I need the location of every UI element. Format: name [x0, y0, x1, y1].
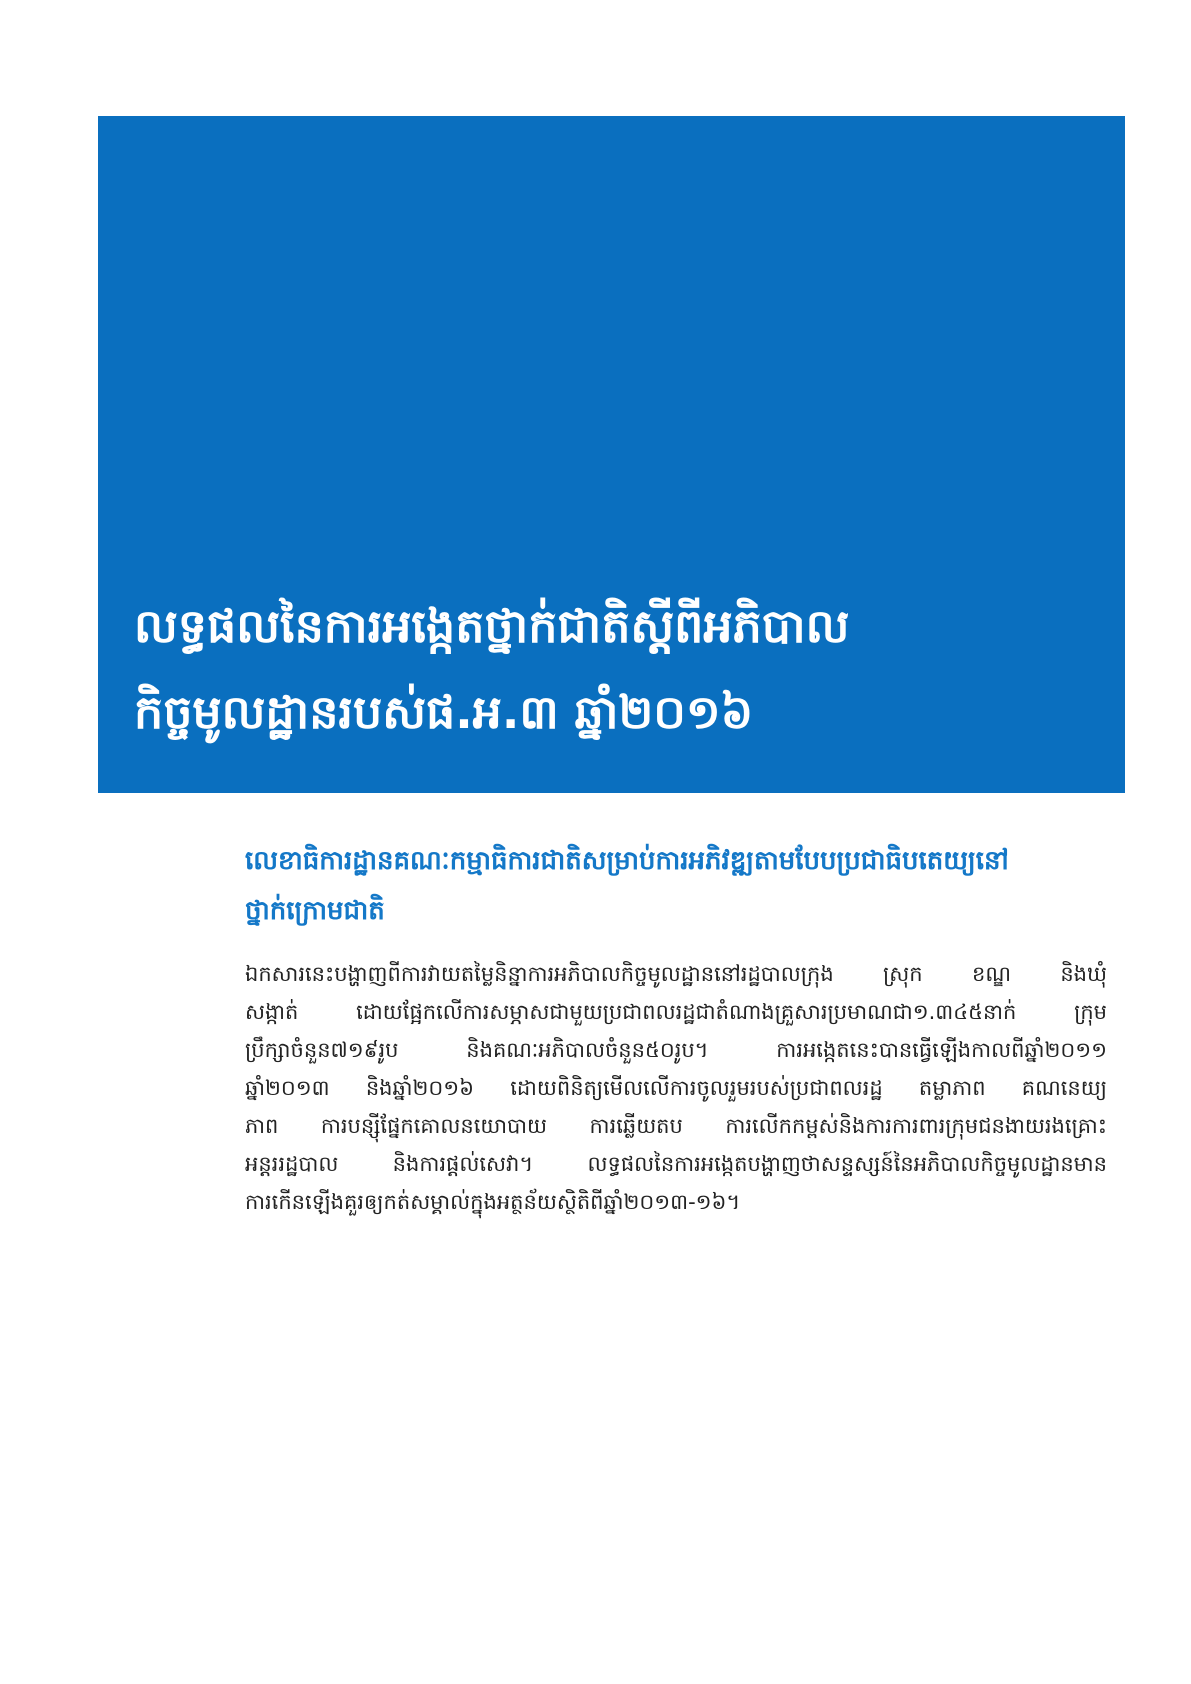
abstract-paragraph	[245, 955, 1107, 1221]
abstract-line: ភាព ការបន្សុីផ្នែកគោលនយោបាយ ការឆ្លើយតប ការលើកកម្ពស់និងការការពារក្រុមជនងាយរងគ្រោះ	[245, 1114, 1107, 1138]
abstract-line: អន្តររដ្ឋបាល និងការផ្តល់សេវា។ លទ្ធផលនៃការអង្កេតបង្ហាញថាសន្ទស្សន៍នៃអភិបាលកិច្ចមូលដ្ឋានមាន	[245, 1152, 1107, 1176]
cover-title-line: កិច្ចមូលដ្ឋានរបស់ផ.អ.៣ ឆ្នាំ២០១៦	[134, 685, 754, 739]
cover-title-line: លទ្ធផលនៃការអង្កេតថ្នាក់ជាតិស្តីពីអភិបាល	[134, 599, 850, 653]
cover-banner	[98, 116, 1125, 793]
publisher-heading-line: លេខាធិការដ្ឋានគណៈកម្មាធិការជាតិសម្រាប់ការអភិវឌ្ឍតាមបែបប្រជាធិបតេយ្យនៅ	[245, 846, 1009, 876]
abstract-line: ឯកសារនេះបង្ហាញពីការវាយតម្លៃនិន្នាការអភិបាលកិច្ចមូលដ្ឋាននៅរដ្ឋបាលក្រុង ស្រុក ខណ្ឌ និងឃុំ	[245, 962, 1107, 986]
abstract-line: ការកើនឡើងគួរឲ្យកត់សម្គាល់ក្នុងអត្ថន័យស្ថិតិពីឆ្នាំ២០១៣-១៦។	[245, 1190, 741, 1214]
cover-title	[134, 583, 1085, 755]
abstract-line: ឆ្នាំ២០១៣ និងឆ្នាំ២០១៦ ដោយពិនិត្យមើលលើការចូលរួមរបស់ប្រជាពលរដ្ឋ តម្លាភាព គណនេយ្យ	[245, 1076, 1107, 1100]
abstract-line: សង្កាត់ ដោយផ្អែកលើការសម្ភាសជាមួយប្រជាពលរដ្ឋជាតំណាងគ្រួសារប្រមាណជា១.៣៤៥នាក់ ក្រុម	[245, 1000, 1107, 1024]
publisher-heading	[245, 836, 1125, 936]
abstract-line: ប្រឹក្សាចំនួន៧១៩រូប និងគណៈអភិបាលចំនួន៥០រូប។ ការអង្កេតនេះបានធ្វើឡើងកាលពីឆ្នាំ២០១១	[245, 1038, 1107, 1062]
publisher-heading-line: ថ្នាក់ក្រោមជាតិ	[245, 896, 385, 926]
